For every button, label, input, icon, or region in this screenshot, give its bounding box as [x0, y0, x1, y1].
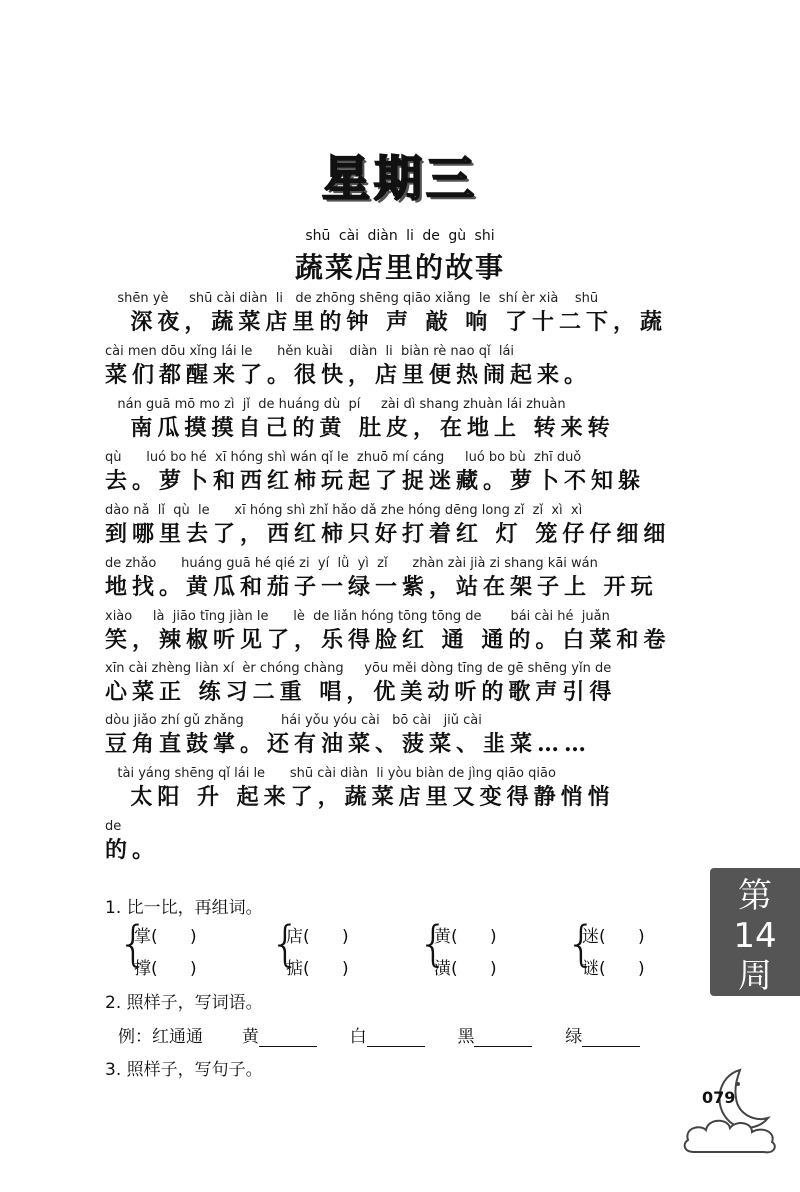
pinyin-line: dòu jiǎo zhí gǔ zhǎng hái yǒu yóu cài bō cài jiǔ cài [105, 713, 482, 728]
pinyin-line: de zhǎo huáng guā hé qié zi yí lǜ yì zǐ zhàn zài jià zi shang kāi wán [105, 556, 598, 571]
pair-top: 掌( ) [134, 927, 197, 947]
fill-word-4: 绿 [565, 1027, 583, 1047]
story-title-pinyin: shū cài diàn li de gù shi [305, 228, 495, 244]
pinyin-line: de [105, 819, 122, 834]
day-title: 星期三 [321, 151, 478, 207]
hanzi-line: 笑，辣椒听见了，乐得脸红 通 通的。白菜和卷 [105, 627, 671, 653]
blank-2[interactable] [367, 1030, 425, 1047]
story-line [105, 765, 705, 811]
question-1: 1. 比一比，再组词。 [105, 898, 263, 918]
week-tab-line1: 第 [738, 876, 772, 916]
pair-bottom: 掂( ) [286, 959, 349, 979]
hanzi-line: 太阳 升 起来了，蔬菜店里又变得静悄悄 [105, 784, 615, 810]
pinyin-line: qù luó bo hé xī hóng shì wán qǐ le zhuō mí cáng luó bo bù zhī duǒ [105, 450, 582, 465]
pinyin-line: dào nǎ lǐ qù le xī hóng shì zhǐ hǎo dǎ zhe hóng dēng long zǐ zǐ xì xì [105, 503, 583, 518]
pinyin-line: tài yáng shēng qǐ lái le shū cài diàn li yòu biàn de jìng qiāo qiāo [105, 766, 556, 781]
story-line [105, 396, 705, 442]
hanzi-line: 到哪里去了，西红柿只好打着红 灯 笼仔仔细细 [105, 521, 671, 547]
week-tab-number: 14 [733, 916, 777, 956]
hanzi-line: 去。萝卜和西红柿玩起了捉迷藏。萝卜不知躲 [105, 468, 646, 494]
fill-word-1: 黄 [241, 1027, 259, 1047]
story-line [105, 343, 705, 389]
pair-bottom: 潢( ) [434, 959, 497, 979]
story-line [105, 608, 705, 654]
story-line [105, 818, 705, 864]
story-line [105, 449, 705, 495]
hanzi-line: 菜们都醒来了。很快，店里便热闹起来。 [105, 362, 592, 388]
story-line [105, 290, 705, 336]
pinyin-line: nán guā mō mo zì jǐ de huáng dù pí zài dì shang zhuàn lái zhuàn [105, 397, 566, 412]
pair-top: 黄( ) [434, 927, 497, 947]
story-line [105, 712, 705, 758]
example-label: 例：红通通 [118, 1027, 203, 1047]
week-tab-line3: 周 [738, 956, 772, 996]
question-2: 2. 照样子，写词语。 [105, 993, 263, 1013]
example-line [118, 1022, 640, 1047]
moon-cloud-icon [678, 1062, 788, 1158]
pinyin-line: xīn cài zhèng liàn xí èr chóng chàng yōu měi dòng tīng de gē shēng yǐn de [105, 661, 612, 676]
pair-bottom: 谜( ) [582, 959, 645, 979]
fill-word-3: 黑 [457, 1027, 475, 1047]
hanzi-line: 南瓜摸摸自己的黄 肚皮，在地上 转来转 [105, 415, 615, 441]
blank-1[interactable] [259, 1030, 317, 1047]
story-title: 蔬菜店里的故事 [294, 251, 505, 284]
hanzi-line: 地找。黄瓜和茄子一绿一紫，站在架子上 开玩 [105, 574, 658, 600]
pair-bottom: 撑( ) [134, 959, 197, 979]
pinyin-line: shēn yè shū cài diàn li de zhōng shēng qiāo xiǎng le shí èr xià shū [105, 291, 599, 306]
hanzi-line: 心菜正 练习二重 唱，优美动听的歌声引得 [105, 679, 617, 705]
story-line [105, 660, 705, 706]
hanzi-line: 的。 [105, 837, 160, 863]
story-line [105, 502, 705, 548]
page-number: 079 [702, 1088, 736, 1107]
pinyin-line: xiào là jiāo tīng jiàn le lè de liǎn hóng tōng tōng de bái cài hé juǎn [105, 609, 610, 624]
hanzi-line: 豆角直鼓掌。还有油菜、菠菜、韭菜…… [105, 731, 592, 757]
hanzi-line: 深夜，蔬菜店里的钟 声 敲 响 了十二下，蔬 [105, 309, 667, 335]
pinyin-line: cài men dōu xǐng lái le hěn kuài diàn li biàn rè nao qǐ lái [105, 344, 515, 359]
blank-4[interactable] [582, 1030, 640, 1047]
pair-top: 迷( ) [582, 927, 645, 947]
blank-3[interactable] [474, 1030, 532, 1047]
question-3: 3. 照样子，写句子。 [105, 1060, 263, 1080]
fill-word-2: 白 [349, 1027, 367, 1047]
story-line [105, 555, 705, 601]
week-tab [710, 868, 800, 996]
pair-top: 店( ) [286, 927, 349, 947]
